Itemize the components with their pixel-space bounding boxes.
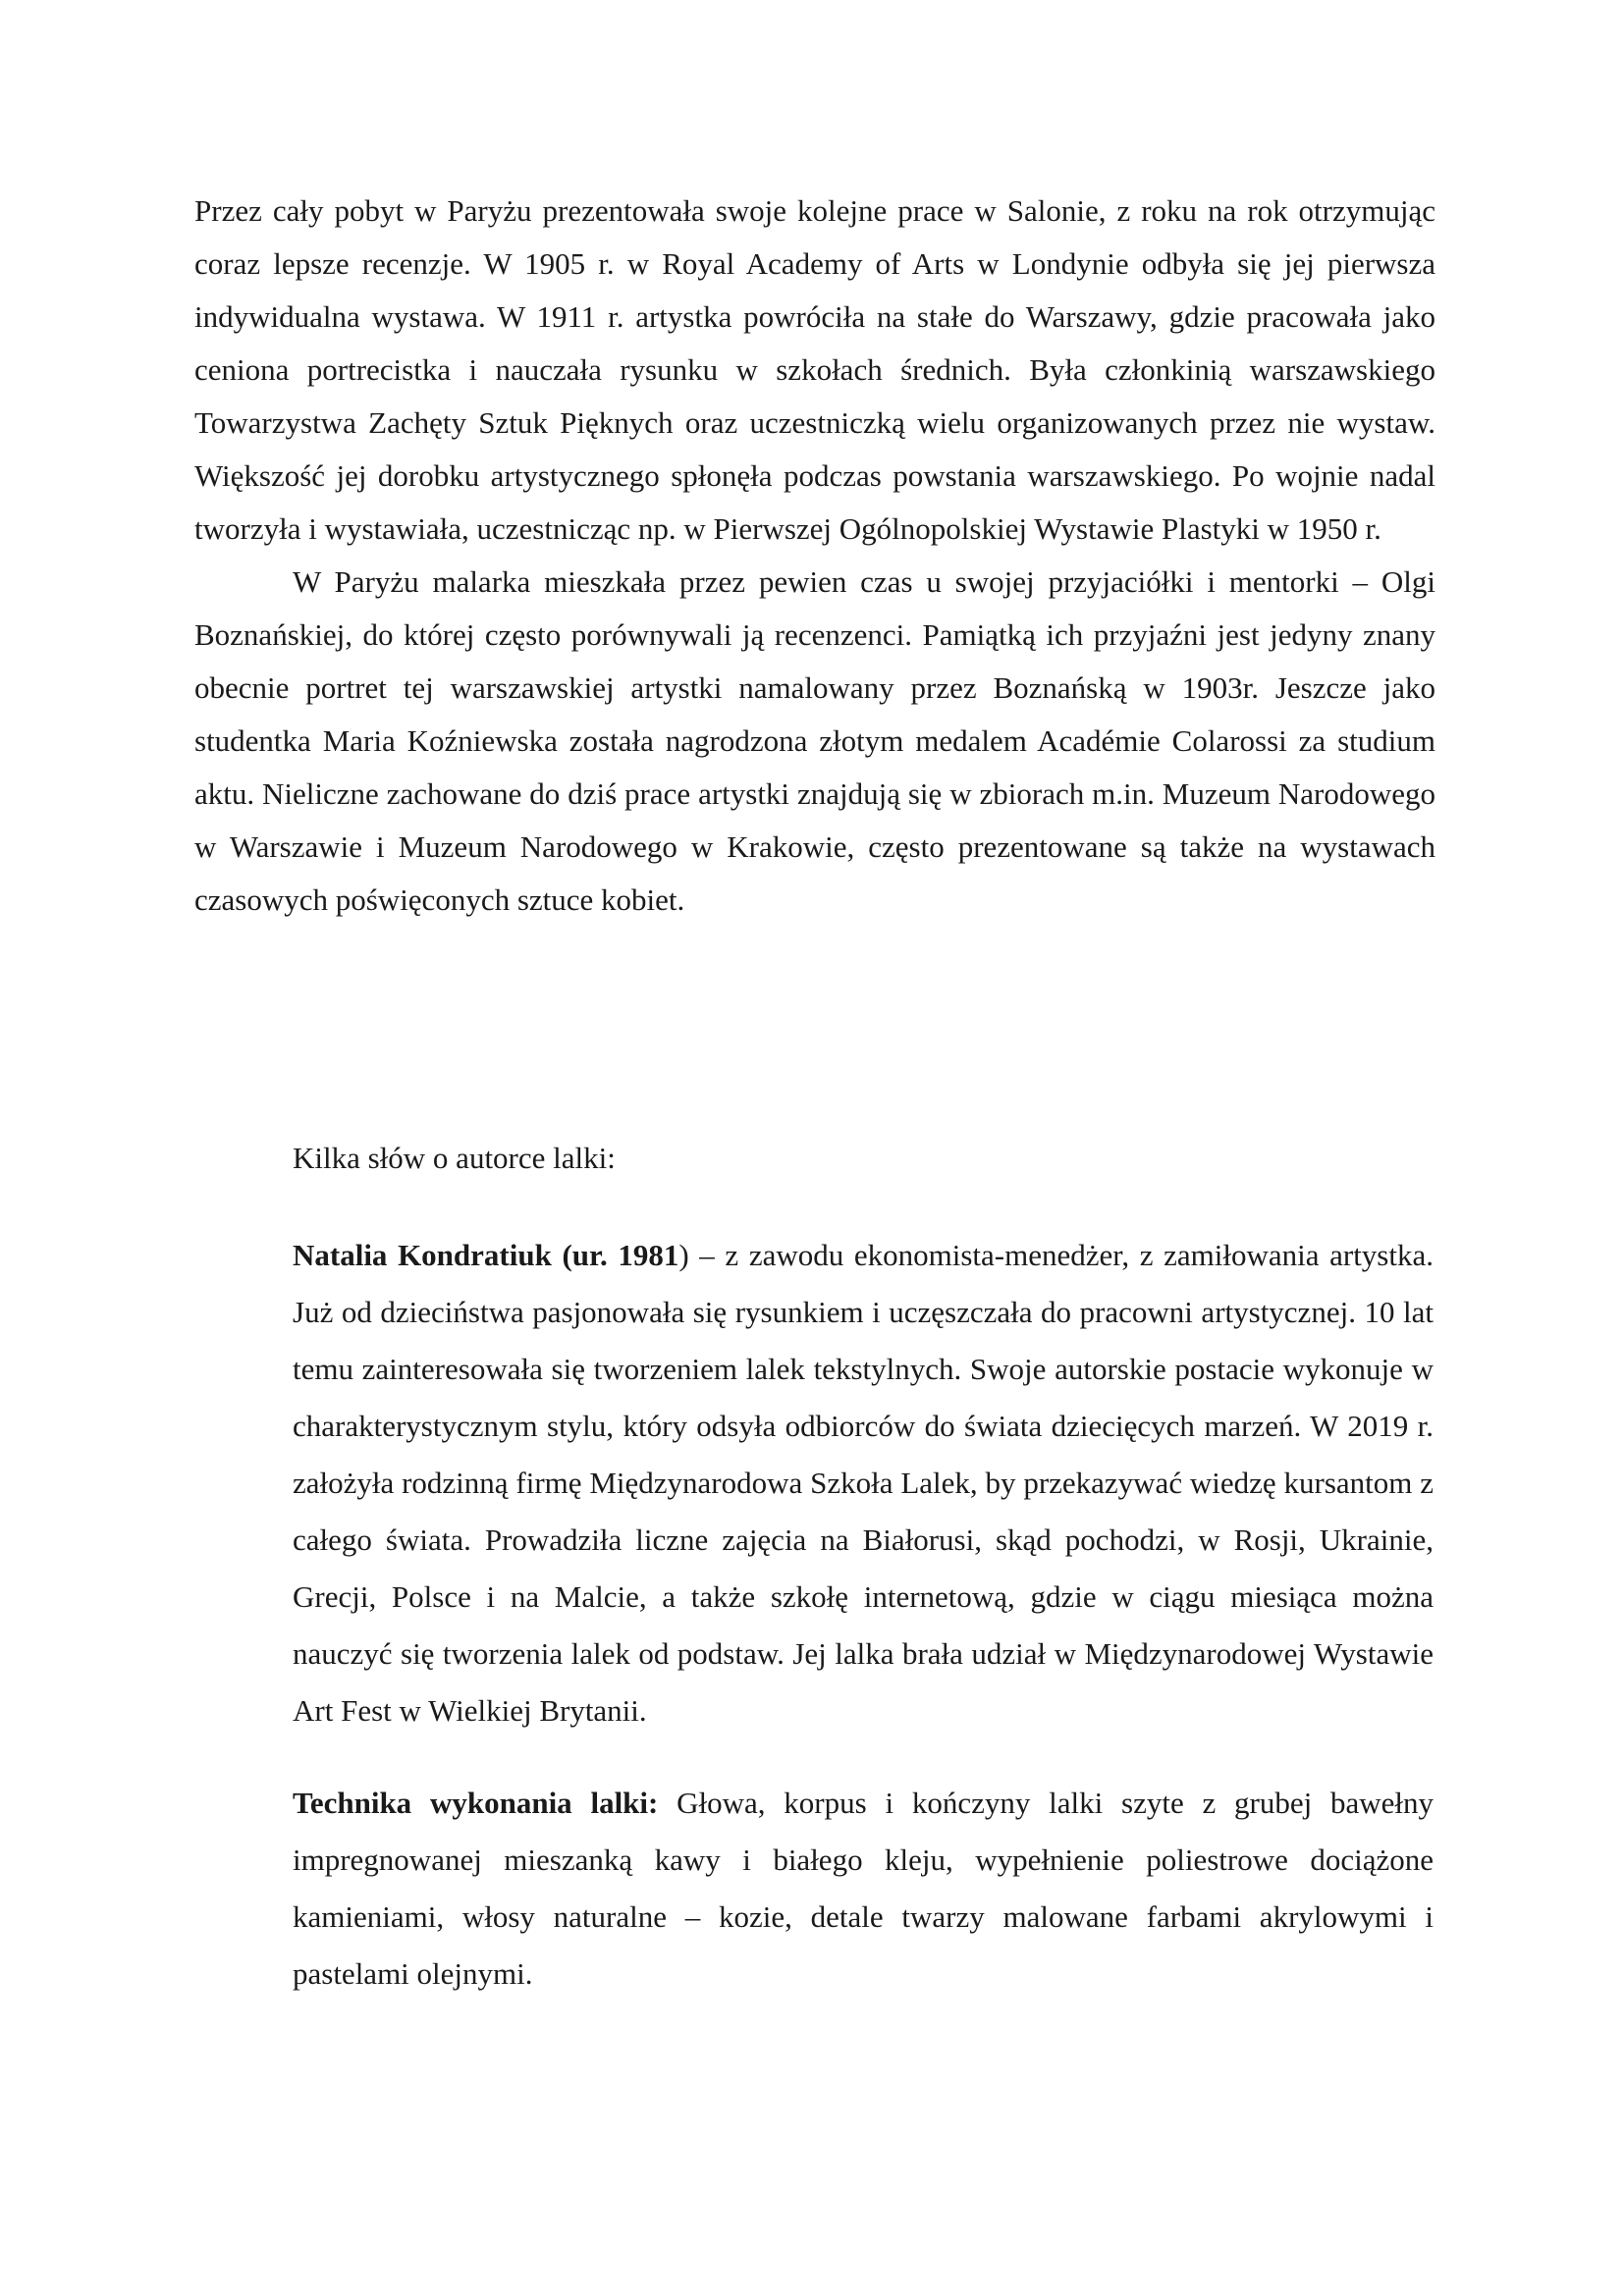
paragraph-boznanska: W Paryżu malarka mieszkała przez pewien czas u swojej przyjaciółki i mentorki – Olgi Boznańskiej, do której często porównywali ją recenzenci. Pamiątką ich przyjaźni jest jedyny znany obecnie portret tej warszawskiej artystki namalowany przez Boznańską w 1903r. Jeszcze jako studentka Maria Koźniewska została nagrodzona złotym medalem Académie Colarossi za studium aktu. Nieliczne zachowane do dziś prace artystki znajdują się w zbiorach m.in. Muzeum Narodowego w Warszawie i Muzeum Narodowego w Krakowie, często prezentowane są także na wystawach czasowych poświęconych sztuce kobiet. [194, 564, 1435, 917]
author-name: Natalia Kondratiuk (ur. 1981 [293, 1238, 679, 1272]
article-body [194, 185, 1435, 927]
technique-paragraph [293, 1775, 1434, 2002]
technique-label: Technika wykonania lalki: [293, 1786, 659, 1820]
author-bio [293, 1227, 1434, 1739]
author-bio-text: – z zawodu ekonomista-menedżer, z zamiłowania artystka. Już od dzieciństwa pasjonowała się rysunkiem i uczęszczała do pracowni artystycznej. 10 lat temu zainteresowała się tworzeniem lalek tekstylnych. Swoje autorskie postacie wykonuje w charakterystycznym stylu, który odsyła odbiorców do świata dziecięcych marzeń. W 2019 r. założyła rodzinną firmę Międzynarodowa Szkoła Lalek, by przekazywać wiedzę kursantom z całego świata. Prowadziła liczne zajęcia na Białorusi, skąd pochodzi, w Rosji, Ukrainie, Grecji, Polsce i na Malcie, a także szkołę internetową, gdzie w ciągu miesiąca można nauczyć się tworzenia lalek od podstaw. Jej lalka brała udział w Międzynarodowej Wystawie Art Fest w Wielkiej Brytanii. [293, 1238, 1434, 1728]
author-intro-heading: Kilka słów o autorce lalki: [293, 1141, 616, 1175]
author-name-close: ) [678, 1238, 689, 1272]
paragraph-paris-salon: Przez cały pobyt w Paryżu prezentowała swoje kolejne prace w Salonie, z roku na rok otrzymując coraz lepsze recenzje. W 1905 r. w Royal Academy of Arts w Londynie odbyła się jej pierwsza indywidualna wystawa. W 1911 r. artystka powróciła na stałe do Warszawy, gdzie pracowała jako ceniona portrecistka i nauczała rysunku w szkołach średnich. Była członkinią warszawskiego Towarzystwa Zachęty Sztuk Pięknych oraz uczestniczką wielu organizowanych przez nie wystaw. Większość jej dorobku artystycznego spłonęła podczas powstania warszawskiego. Po wojnie nadal tworzyła i wystawiała, uczestnicząc np. w Pierwszej Ogólnopolskiej Wystawie Plastyki w 1950 r. [194, 193, 1435, 546]
technique-text: Głowa, korpus i kończyny lalki szyte z grubej bawełny impregnowanej mieszanką kawy i białego kleju, wypełnienie poliestrowe dociążone kamieniami, włosy naturalne – kozie, detale twarzy malowane farbami akrylowymi i pastelami olejnymi. [293, 1786, 1434, 1991]
